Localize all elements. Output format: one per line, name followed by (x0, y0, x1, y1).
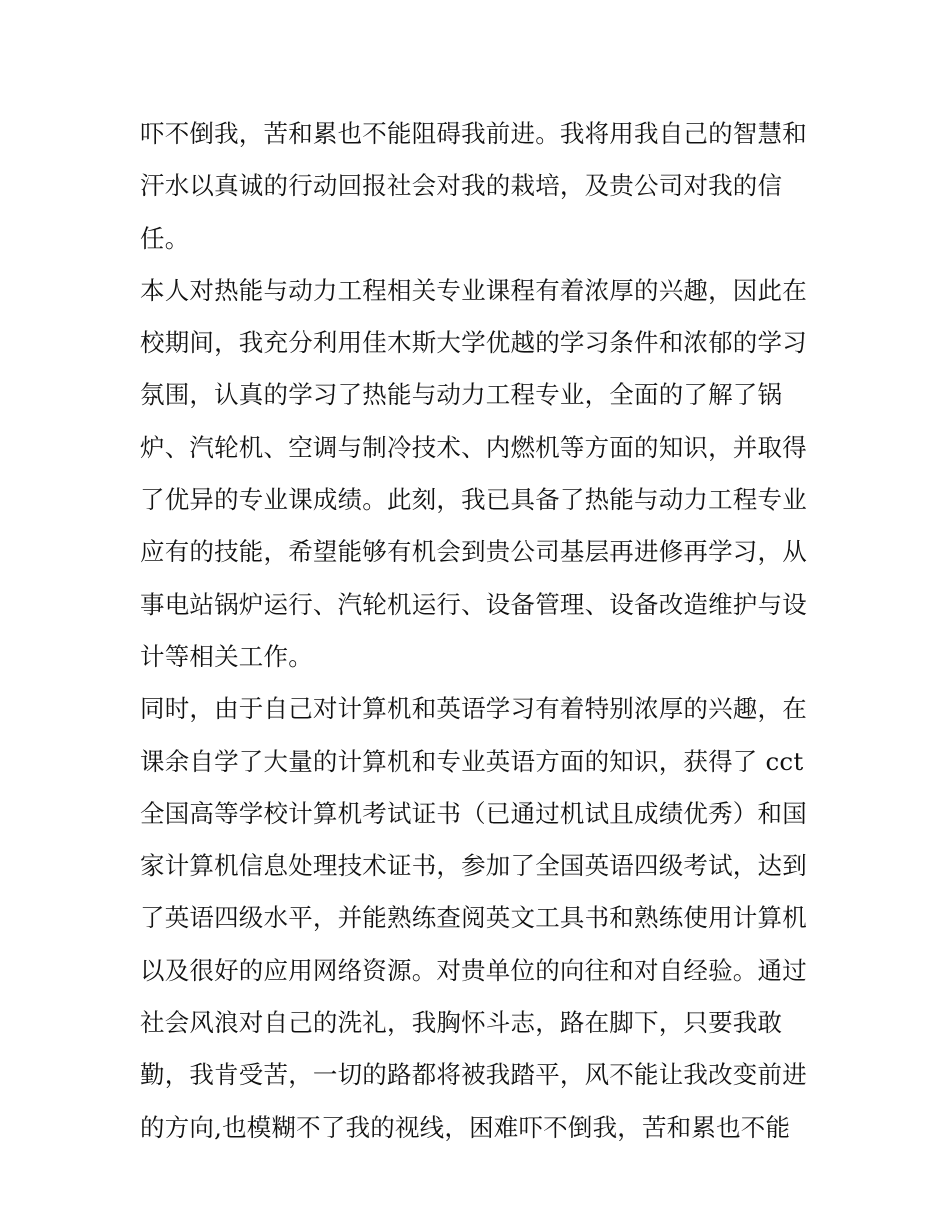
text-line: 校期间，我充分利用佳木斯大学优越的学习条件和浓郁的学习 (140, 328, 807, 358)
text-line: 了英语四级水平，并能熟练查阅英文工具书和熟练使用计算机 (140, 903, 807, 933)
text-line: 社会风浪对自己的洗礼，我胸怀斗志，路在脚下，只要我敢 (140, 1008, 783, 1038)
text-line: 同时，由于自己对计算机和英语学习有着特别浓厚的兴趣，在 (140, 694, 807, 724)
text-line: 炉、汽轮机、空调与制冷技术、内燃机等方面的知识，并取得 (140, 432, 807, 462)
text-line: 课余自学了大量的计算机和专业英语方面的知识，获得了 cct (140, 746, 804, 776)
text-line: 汗水以真诚的行动回报社会对我的栽培，及贵公司对我的信 (140, 171, 783, 201)
text-line: 任。 (140, 223, 190, 253)
text-line: 勤，我肯受苦，一切的路都将被我踏平，风不能让我改变前进 (140, 1060, 807, 1090)
text-line: 了优异的专业课成绩。此刻，我已具备了热能与动力工程专业 (140, 485, 807, 515)
text-line: 本人对热能与动力工程相关专业课程有着浓厚的兴趣，因此在 (140, 275, 807, 305)
body-text (140, 108, 820, 1154)
text-line: 应有的技能，希望能够有机会到贵公司基层再进修再学习，从 (140, 537, 807, 567)
text-line: 家计算机信息处理技术证书，参加了全国英语四级考试，达到 (140, 851, 807, 881)
text-line: 计等相关工作。 (140, 641, 313, 671)
text-line: 的方向,也模糊不了我的视线，困难吓不倒我，苦和累也不能 (140, 1112, 791, 1142)
text-line: 吓不倒我，苦和累也不能阻碍我前进。我将用我自己的智慧和 (140, 119, 807, 148)
text-line: 氛围，认真的学习了热能与动力工程专业，全面的了解了锅 (140, 380, 783, 410)
text-line: 以及很好的应用网络资源。对贵单位的向往和对自经验。通过 (140, 955, 807, 985)
text-line: 事电站锅炉运行、汽轮机运行、设备管理、设备改造维护与设 (140, 589, 807, 619)
text-line: 全国高等学校计算机考试证书（已通过机试且成绩优秀）和国 (140, 798, 807, 828)
